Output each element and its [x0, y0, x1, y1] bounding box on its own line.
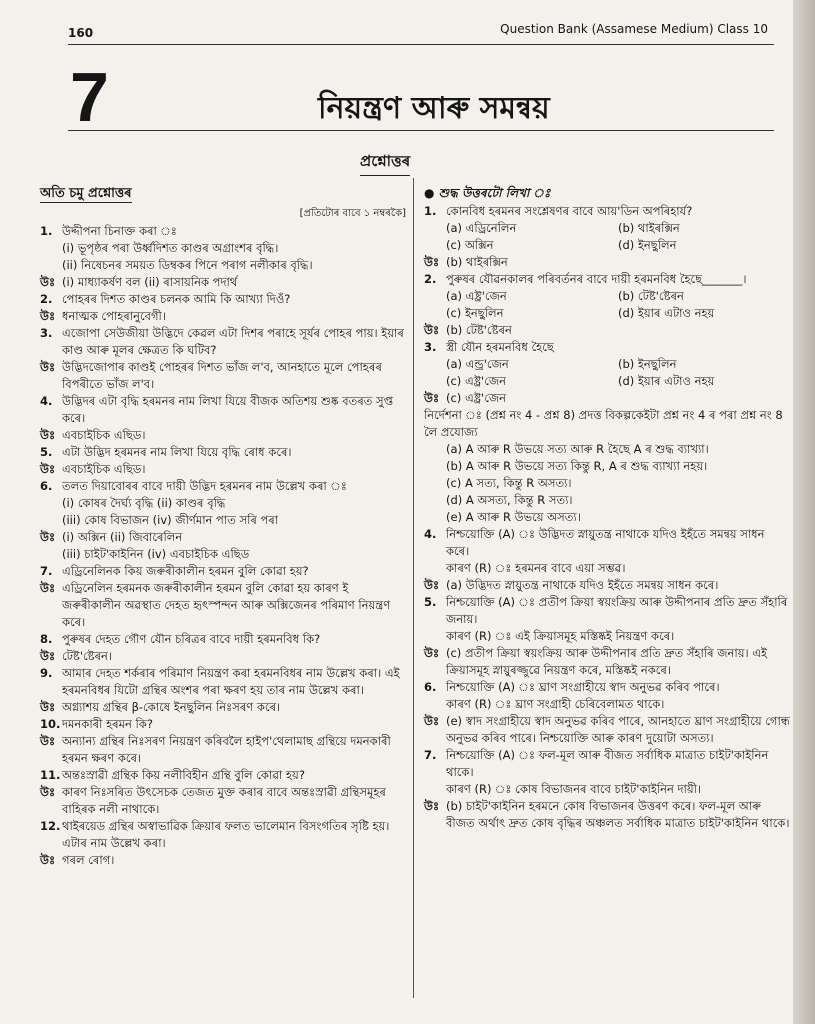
- right-column-heading: ● শুদ্ধ উত্তৰটো লিখা ঃ: [424, 186, 551, 200]
- item-text: গৰল ৰোগ।: [62, 853, 115, 867]
- item-text: উদ্দীপনা চিনাক্ত কৰা ঃ: [62, 224, 177, 238]
- item-number: 1.: [424, 204, 437, 218]
- answer-marker: উঃ: [424, 646, 440, 660]
- ar-answer: [424, 645, 790, 679]
- item-number: 2.: [40, 292, 53, 306]
- mcq-option: (a) এষ্ট্ৰ'জেন: [446, 289, 507, 303]
- answer-text: (b) থাইৰক্সিন: [446, 255, 508, 269]
- item-number: [40, 240, 62, 257]
- mcq-option: (a) এন্ড্ৰ'জেন: [446, 357, 509, 371]
- item-text: উদ্ভিদজোপাৰ কাণ্ডই পোহৰৰ দিশত ভাঁজ ল'ব, আনহাতে মূলে পোহৰৰ বিপৰীতে ভাঁজ ল'ব।: [62, 360, 382, 391]
- header-rule: [68, 44, 774, 45]
- item-number: 7.: [40, 564, 53, 578]
- chapter-number: 7: [70, 58, 109, 136]
- answer-text: (e) স্বাদ সংগ্ৰাহীয়ে স্বাদ অনুভৱ কৰিব পাৰে, আনহাতে ঘ্ৰাণ সংগ্ৰাহীয়ে গোন্ধ অনুভৱ কৰিব পাৰে। নিশ্চয়োক্তি আৰু কাৰণ দুয়োটা অসত্য।: [446, 714, 790, 745]
- mcq-question: [424, 271, 790, 288]
- question-line: [40, 852, 406, 869]
- question-line: [40, 580, 406, 631]
- question-line: [40, 461, 406, 478]
- instruction-text: নিৰ্দেশনা ঃ (প্ৰশ্ন নং 4 - প্ৰশ্ন 8) প্ৰদত্ত বিকল্পকেইটা প্ৰশ্ন নং 4 ৰ পৰা প্ৰশ্ন নং 8 লৈ প্ৰযোজ্য: [424, 408, 783, 439]
- question-line: [40, 563, 406, 580]
- item-text: নিশ্চয়োক্তি (A) ঃ উদ্ভিদত স্নায়ুতন্ত্ৰ নাথাকে যদিও ইহঁতে সমন্বয় সাধন কৰে।: [446, 527, 765, 558]
- choice-option: (a) A আৰু R উভয়ে সত্য আৰু R হৈছে A ৰ শুদ্ধ ব্যাখ্যা।: [446, 442, 709, 456]
- question-line: [40, 291, 406, 308]
- marks-note: [প্ৰতিটোৰ বাবে ১ নম্বৰকৈ]: [299, 208, 406, 219]
- item-number: 10.: [40, 717, 61, 731]
- answer-marker: উঃ: [424, 391, 440, 405]
- item-number: [40, 512, 62, 529]
- mcq-answer: [424, 322, 790, 339]
- item-number: 5.: [424, 595, 437, 609]
- question-line: [40, 257, 406, 274]
- item-text: অগ্ন্যাশয় গ্ৰন্থিৰ β-কোষে ইনছুলিন নিঃসৰণ কৰে।: [62, 700, 281, 714]
- right-column: [424, 185, 790, 832]
- question-line: [40, 784, 406, 818]
- reason: কাৰণ (R) ঃ ঘ্ৰাণ সংগ্ৰাহী চেৰিবেলামত থাকে।: [446, 697, 665, 711]
- item-text: এড্ৰিনেলিন হৰমনক জৰুৰীকালীন হৰমন বুলি কোৱা হয় কাৰণ ই জৰুৰীকালীন অৱস্থাত দেহত হৃৎস্পন্দন আৰু অক্সিজেনৰ পৰিমাণ নিয়ন্ত্ৰণ কৰে।: [62, 581, 391, 629]
- answer-text: (c) প্ৰতীপ ক্ৰিয়া স্বয়ংক্ৰিয় আৰু উদ্দীপনাৰ প্ৰতি দ্ৰুত সঁহাৰি জনায়। এই ক্ৰিয়াসমূহ স্নায়ুৰজ্জুৱে নিয়ন্ত্ৰণ কৰে, মস্তিষ্কই নকৰে।: [446, 646, 767, 677]
- mcq-list: [424, 203, 790, 407]
- item-text: (i) অক্সিন (ii) জিবাৰেলিন: [62, 530, 183, 544]
- item-text: এবচাইচিক এছিড।: [62, 428, 146, 442]
- item-number: 4.: [424, 527, 437, 541]
- item-text: (iii) কোষ বিভাজন (iv) জীৰ্ণমান পাত সৰি পৰা: [62, 513, 279, 527]
- item-number: 2.: [424, 272, 437, 286]
- reason: কাৰণ (R) ঃ হৰমনৰ বাবে এয়া সম্ভৱ।: [446, 561, 626, 575]
- mcq-option: (b) থাইৰক্সিন: [618, 221, 680, 235]
- item-number: [40, 257, 62, 274]
- item-text: পুৰুষৰ যৌৱনকালৰ পৰিবৰ্তনৰ বাবে দায়ী হৰমনবিধ হৈছে_______।: [446, 272, 747, 286]
- answer-marker: উঃ: [424, 714, 440, 728]
- question-line: [40, 223, 406, 240]
- choice-option: (b) A আৰু R উভয়ে সত্য কিন্তু R, A ৰ শুদ্ধ ব্যাখ্যা নহয়।: [446, 459, 708, 473]
- answer-marker: উঃ: [424, 255, 440, 269]
- mcq-options: [424, 288, 790, 322]
- question-line: [40, 699, 406, 716]
- question-line: [40, 733, 406, 767]
- mcq-option: (c) এষ্ট্ৰ'জেন: [446, 374, 507, 388]
- question-line: [40, 546, 406, 563]
- assertion: [424, 594, 790, 628]
- item-number: 6.: [424, 680, 437, 694]
- item-number: 9.: [40, 666, 53, 680]
- item-number: [40, 546, 62, 563]
- item-text: এড্ৰিনেলিনক কিয় জৰুৰীকালীন হৰমন বুলি কোৱা হয়?: [62, 564, 309, 578]
- running-header: [68, 22, 768, 42]
- question-line: [40, 393, 406, 427]
- mcq-option: (b) টেষ্ট'ষ্টেৰন: [618, 289, 684, 303]
- question-line: [40, 478, 406, 495]
- item-text: (iii) চাইট'কাইনিন (iv) এবচাইচিক এছিড: [62, 547, 250, 561]
- mcq-answer: [424, 390, 790, 407]
- item-text: (i) কোষৰ দৈৰ্ঘ্য বৃদ্ধি (ii) কাণ্ডৰ বৃদ্ধি: [62, 496, 226, 510]
- mcq-option: (d) ইনছুলিন: [618, 238, 677, 252]
- mcq-option: (b) ইনছুলিন: [618, 357, 677, 371]
- item-number: উঃ: [40, 581, 56, 595]
- series-title: Question Bank (Assamese Medium) Class 10: [500, 22, 768, 36]
- question-line: [40, 648, 406, 665]
- item-number: 5.: [40, 445, 53, 459]
- question-line: [40, 274, 406, 291]
- item-number: উঃ: [40, 360, 56, 374]
- item-text: দমনকাৰী হৰমন কি?: [62, 717, 153, 731]
- assertion: [424, 747, 790, 781]
- question-line: [40, 529, 406, 546]
- question-line: [40, 665, 406, 699]
- mcq-option: (a) এড্ৰিনেলিন: [446, 221, 517, 235]
- item-number: 3.: [40, 326, 53, 340]
- item-text: (i) মাধ্যাকৰ্ষণ বল (ii) ৰাসায়নিক পদাৰ্থ: [62, 275, 238, 289]
- question-line: [40, 512, 406, 529]
- item-text: আমাৰ দেহত শৰ্কৰাৰ পৰিমাণ নিয়ন্ত্ৰণ কৰা হৰমনবিধৰ নাম উল্লেখ কৰা। এই হৰমনবিধৰ যিটো গ্ৰন্থিৰ অংশৰ পৰা ক্ষৰণ হয় তাৰ নাম উল্লেখ কৰা।: [62, 666, 400, 697]
- reason: কাৰণ (R) ঃ এই ক্ৰিয়াসমূহ মস্তিষ্কই নিয়ন্ত্ৰণ কৰে।: [446, 629, 675, 643]
- title-rule: [68, 130, 774, 131]
- mcq-question: [424, 339, 790, 356]
- item-text: পুৰুষৰ দেহত গৌণ যৌন চৰিত্ৰৰ বাবে দায়ী হৰমনবিধ কি?: [62, 632, 321, 646]
- item-text: টেষ্ট'ষ্টেৰন।: [62, 649, 112, 663]
- item-text: নিশ্চয়োক্তি (A) ঃ ঘ্ৰাণ সংগ্ৰাহীয়ে স্বাদ অনুভৱ কৰিব পাৰে।: [446, 680, 720, 694]
- item-number: উঃ: [40, 734, 56, 748]
- item-number: 8.: [40, 632, 53, 646]
- question-line: [40, 359, 406, 393]
- answer-marker: উঃ: [424, 323, 440, 337]
- mcq-options: [424, 356, 790, 390]
- mcq-option: (c) অক্সিন: [446, 238, 494, 252]
- answer-text: (c) এষ্ট্ৰ'জেন: [446, 391, 507, 405]
- assertion: [424, 679, 790, 696]
- column-divider: [413, 178, 414, 998]
- item-number: উঃ: [40, 462, 56, 476]
- item-number: উঃ: [40, 275, 56, 289]
- question-line: [40, 818, 406, 852]
- question-line: [40, 767, 406, 784]
- choice-option: (d) A অসত্য, কিন্তু R সত্য।: [446, 493, 573, 507]
- item-text: এটা উদ্ভিদ হৰমনৰ নাম লিখা যিয়ে বৃদ্ধি ৰোধ কৰে।: [62, 445, 292, 459]
- item-number: উঃ: [40, 428, 56, 442]
- item-text: পোহৰৰ দিশত কাণ্ডৰ চলনক আমি কি আখ্যা দিওঁ?: [62, 292, 291, 306]
- item-text: কাৰণ নিঃসৰিত উৎসেচক তেজত মুক্ত কৰাৰ বাবে অন্তঃস্ৰাৱী গ্ৰন্থিসমূহৰ বাহিৰক নলী নাথাকে।: [62, 785, 386, 816]
- item-text: অন্তঃস্ৰাৱী গ্ৰন্থিক কিয় নলীবিহীন গ্ৰন্থি বুলি কোৱা হয়?: [62, 768, 305, 782]
- question-line: [40, 631, 406, 648]
- choice-option: (e) A আৰু R উভয়ে অসত্য।: [446, 510, 581, 524]
- item-text: এবচাইচিক এছিড।: [62, 462, 146, 476]
- item-text: কোনবিধ হৰমনৰ সংশ্লেষণৰ বাবে আয়'ডিন অপৰিহাৰ্য?: [446, 204, 693, 218]
- ar-answer: [424, 577, 790, 594]
- question-line: [40, 495, 406, 512]
- chapter-title: নিয়ন্ত্ৰণ আৰু সমন্বয়: [318, 91, 550, 126]
- question-line: [40, 325, 406, 359]
- item-number: উঃ: [40, 700, 56, 714]
- item-text: অন্যান্য গ্ৰন্থিৰ নিঃসৰণ নিয়ন্ত্ৰণ কৰিবলৈ হাইপ'থেলামাছ গ্ৰন্থিয়ে দমনকাৰী হৰমন ক্ষৰণ কৰে।: [62, 734, 391, 765]
- item-text: (i) ভূপৃষ্ঠৰ পৰা উৰ্ধ্বদিশত কাণ্ডৰ অগ্ৰাংশৰ বৃদ্ধি।: [62, 241, 279, 255]
- item-text: এজোপা সেউজীয়া উদ্ভিদে কেৱল এটা দিশৰ পৰাহে সূৰ্যৰ পোহৰ পায়। ইয়াৰ কাণ্ড আৰু মূলৰ ক্ষেত্ৰত কি ঘটিব?: [62, 326, 404, 357]
- mcq-options: [424, 220, 790, 254]
- choice-list: [424, 441, 790, 526]
- answer-text: (a) উদ্ভিদত স্নায়ুতন্ত্ৰ নাথাকে যদিও ইহঁতে সমন্বয় সাধন কৰে।: [446, 578, 719, 592]
- item-number: উঃ: [40, 309, 56, 323]
- assertion-reason-list: [424, 526, 790, 832]
- item-text: (ii) নিষেচনৰ সময়ত ডিম্বকৰ পিনে পৰাগ নলীকাৰ বৃদ্ধি।: [62, 258, 313, 272]
- item-number: [40, 495, 62, 512]
- answer-marker: উঃ: [424, 799, 440, 813]
- question-list: [40, 223, 406, 869]
- mcq-option: (d) ইয়াৰ এটাও নহয়: [618, 374, 715, 388]
- item-text: নিশ্চয়োক্তি (A) ঃ প্ৰতীপ ক্ৰিয়া স্বয়ংক্ৰিয় আৰু উদ্দীপনাৰ প্ৰতি দ্ৰুত সঁহাৰি জনায়।: [446, 595, 788, 626]
- answer-marker: উঃ: [424, 578, 440, 592]
- item-number: 11.: [40, 768, 61, 782]
- item-number: 3.: [424, 340, 437, 354]
- item-number: 6.: [40, 479, 53, 493]
- item-text: ধনাত্মক পোহৰানুবেগী।: [62, 309, 166, 323]
- left-column-heading: অতি চমু প্ৰশ্নোত্তৰ: [40, 186, 132, 201]
- mcq-option: (d) ইয়াৰ এটাও নহয়: [618, 306, 715, 320]
- answer-text: (b) চাইট'কাইনিন হৰমনে কোষ বিভাজনৰ উত্তৰণ কৰে। ফল-মূল আৰু বীজত অৰ্থাৎ দ্ৰুত কোষ বৃদ্ধিৰ অঞ্চলত সৰ্বাধিক মাত্ৰাত চাইট'কাইনিন থাকে।: [446, 799, 790, 830]
- section-heading: প্ৰশ্নোত্তৰ: [360, 150, 410, 176]
- reason: কাৰণ (R) ঃ কোষ বিভাজনৰ বাবে চাইট'কাইনিন দায়ী।: [446, 782, 702, 796]
- item-text: স্ত্ৰী যৌন হৰমনবিধ হৈছে: [446, 340, 554, 354]
- item-number: 7.: [424, 748, 437, 762]
- question-line: [40, 240, 406, 257]
- question-line: [40, 308, 406, 325]
- item-text: উদ্ভিদৰ এটা বৃদ্ধি হৰমনৰ নাম লিখা যিয়ে বীজক অতিশয় শুষ্ক বতৰত সুপ্ত কৰে।: [62, 394, 394, 425]
- item-text: নিশ্চয়োক্তি (A) ঃ ফল-মূল আৰু বীজত সৰ্বাধিক মাত্ৰাত চাইট'কাইনিন থাকে।: [446, 748, 769, 779]
- item-number: উঃ: [40, 853, 56, 867]
- item-number: 1.: [40, 224, 53, 238]
- mcq-answer: [424, 254, 790, 271]
- item-text: থাইৰয়েড গ্ৰন্থিৰ অস্বাভাৱিক ক্ৰিয়াৰ ফলত ভালেমান বিসংগতিৰ সৃষ্টি হয়। এটাৰ নাম উল্লেখ কৰা।: [62, 819, 390, 850]
- question-line: [40, 427, 406, 444]
- mcq-question: [424, 203, 790, 220]
- item-text: তলত দিয়াবোৰৰ বাবে দায়ী উদ্ভিদ হৰমনৰ নাম উল্লেখ কৰা ঃ: [62, 479, 347, 493]
- item-number: 12.: [40, 819, 61, 833]
- page-number: 160: [68, 26, 94, 40]
- question-line: [40, 444, 406, 461]
- adjacent-page-edge: [793, 0, 815, 1024]
- item-number: 4.: [40, 394, 53, 408]
- item-number: উঃ: [40, 785, 56, 799]
- mcq-option: (c) ইনছুলিন: [446, 306, 504, 320]
- item-number: উঃ: [40, 649, 56, 663]
- item-number: উঃ: [40, 530, 56, 544]
- choice-option: (c) A সত্য, কিন্তু R অসত্য।: [446, 476, 572, 490]
- instruction: [424, 407, 790, 441]
- question-line: [40, 716, 406, 733]
- assertion: [424, 526, 790, 560]
- answer-text: (b) টেষ্ট'ষ্টেৰন: [446, 323, 512, 337]
- ar-answer: [424, 798, 790, 832]
- left-column: [40, 185, 406, 869]
- ar-answer: [424, 713, 790, 747]
